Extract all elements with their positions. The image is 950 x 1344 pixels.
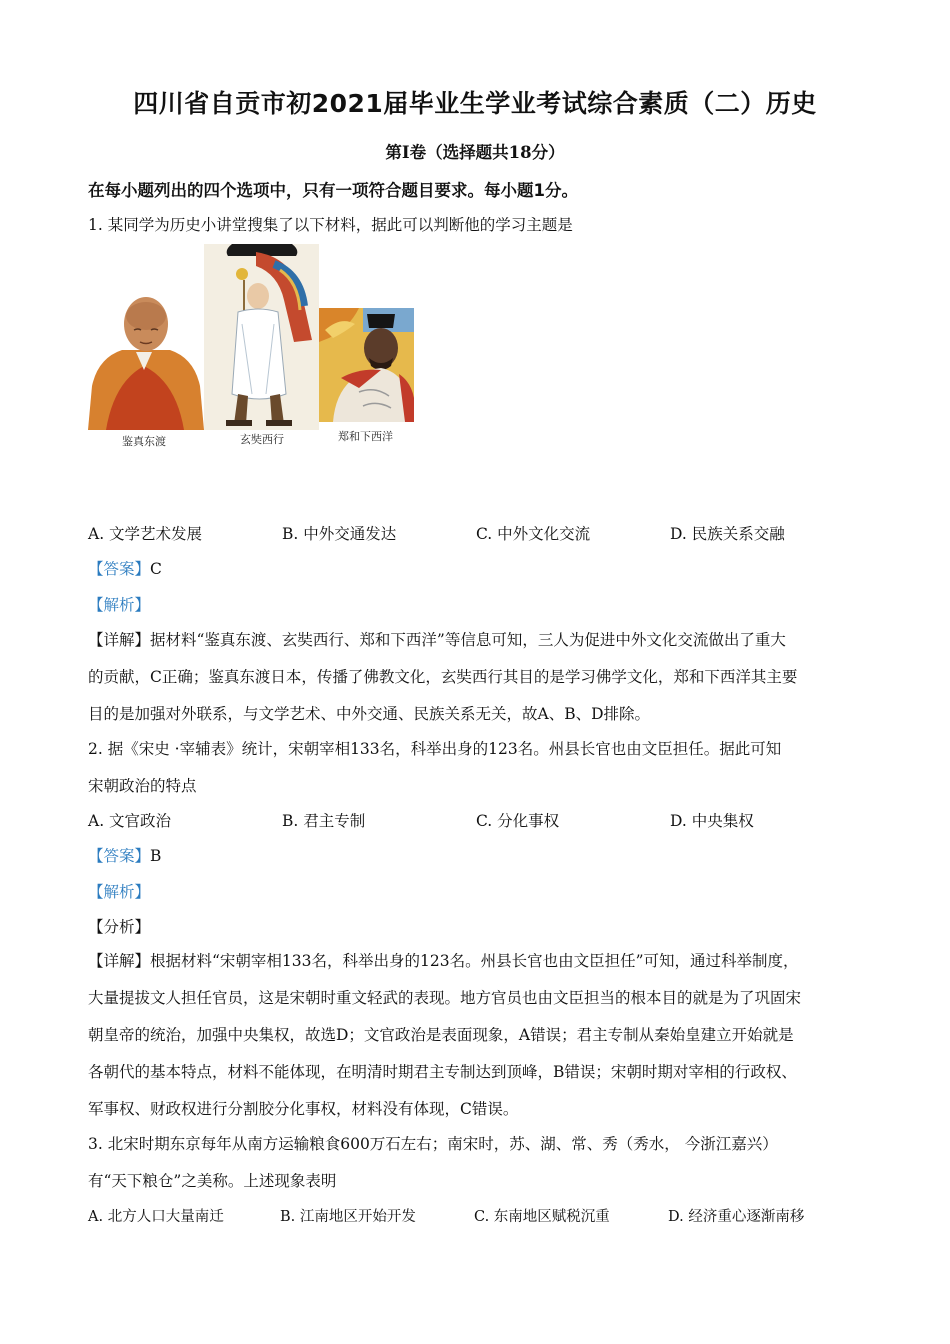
question-3-stem: 3. 北宋时期东京每年从南方运输粮食600万石左右；南宋时，苏、湖、常、秀（秀水， 今浙江嘉兴） xyxy=(88,1135,778,1153)
q3-option-b: B. 江南地区开始开发 xyxy=(280,1209,416,1225)
q2-option-a: A. 文官政治 xyxy=(88,812,172,830)
caption-xuanzang: 玄奘西行 xyxy=(240,433,284,446)
q2-answer xyxy=(88,844,161,866)
q3-option-c: C. 东南地区赋税沉重 xyxy=(474,1209,610,1225)
answer-value: C xyxy=(150,560,162,578)
question-3-stem: 有“天下粮仓”之美称。上述现象表明 xyxy=(88,1172,337,1190)
q1-detail-line: 的贡献，C正确；鉴真东渡日本，传播了佛教文化，玄奘西行其目的是学习佛学文化，郑和下西洋其主要 xyxy=(88,668,798,686)
jianzhen-portrait xyxy=(88,296,204,430)
answer-tag: 【答案】 xyxy=(88,560,151,578)
q2-detail-line: 各朝代的基本特点，材料不能体现，在明清时期君主专制达到顶峰，B错误；宋朝时期对宰相的行政权、 xyxy=(88,1063,797,1081)
q2-detail-line: 军事权、财政权进行分割胶分化事权，材料没有体现，C错误。 xyxy=(88,1100,519,1118)
q1-analysis-tag: 【解析】 xyxy=(88,596,151,614)
q2-detail-line: 朝皇帝的统治，加强中央集权，故选D；文官政治是表面现象，A错误；君主专制从秦始皇建立开始就是 xyxy=(88,1026,794,1044)
answer-tag: 【答案】 xyxy=(88,847,151,865)
q1-option-b: B. 中外交通发达 xyxy=(282,525,397,543)
q3-option-a: A. 北方人口大量南迁 xyxy=(88,1209,224,1225)
answer-value: B xyxy=(150,847,162,865)
q1-detail-line: 【详解】据材料“鉴真东渡、玄奘西行、郑和下西洋”等信息可知，三人为促进中外文化交流做出了重大 xyxy=(88,631,786,649)
q1-detail-line: 目的是加强对外联系，与文学艺术、中外交通、民族关系无关，故A、B、D排除。 xyxy=(88,705,651,723)
question-1-stem: 1. 某同学为历史小讲堂搜集了以下材料，据此可以判断他的学习主题是 xyxy=(88,216,573,234)
document-title: 四川省自贡市初2021届毕业生学业考试综合素质（二）历史 xyxy=(133,89,817,118)
q2-fenxi-tag: 【分析】 xyxy=(88,918,151,936)
q2-option-c: C. 分化事权 xyxy=(476,812,560,830)
q1-option-a: A. 文学艺术发展 xyxy=(88,525,203,543)
question-2-stem: 2. 据《宋史 ·宰辅表》统计，宋朝宰相133名，科举出身的123名。州县长官也由文臣担任。据此可知 xyxy=(88,740,782,758)
section-subtitle: 第Ⅰ卷（选择题共18分） xyxy=(385,143,565,162)
q3-option-d: D. 经济重心逐渐南移 xyxy=(668,1209,805,1225)
q2-analysis-tag: 【解析】 xyxy=(88,883,151,901)
q1-option-d: D. 民族关系交融 xyxy=(670,525,785,543)
q1-answer xyxy=(88,557,162,579)
zhenghe-portrait xyxy=(319,308,414,422)
q2-option-b: B. 君主专制 xyxy=(282,812,366,830)
q2-detail-line: 大量提拔文人担任官员，这是宋朝时重文轻武的表现。地方官员也由文臣担当的根本目的就是为了巩固宋 xyxy=(88,989,802,1007)
xuanzang-portrait xyxy=(204,244,319,430)
q1-option-c: C. 中外文化交流 xyxy=(476,525,591,543)
q2-option-d: D. 中央集权 xyxy=(670,812,754,830)
instruction: 在每小题列出的四个选项中，只有一项符合题目要求。每小题1分。 xyxy=(88,181,578,200)
question-2-stem: 宋朝政治的特点 xyxy=(88,777,197,795)
q2-detail-line: 【详解】根据材料“宋朝宰相133名，科举出身的123名。州县长官也由文臣担任”可知，通过科举制度， xyxy=(88,952,799,970)
caption-jianzhen: 鉴真东渡 xyxy=(122,435,166,448)
caption-zhenghe: 郑和下西洋 xyxy=(338,430,393,443)
